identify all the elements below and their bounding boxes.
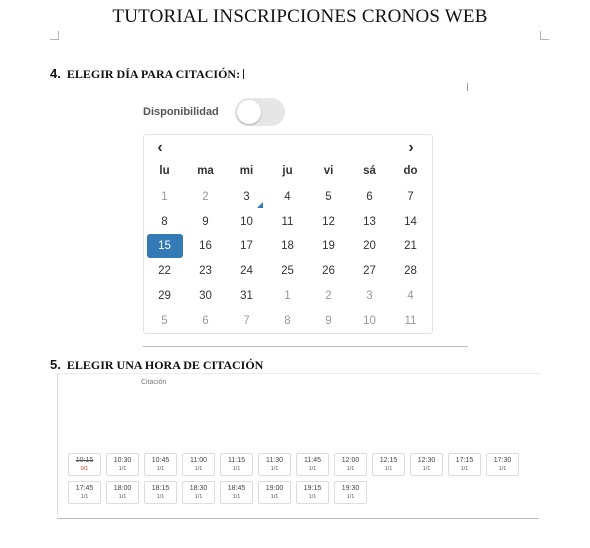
day-number: 6 <box>202 315 209 327</box>
calendar-day[interactable] <box>267 210 308 234</box>
slot-time: 19:30 <box>341 485 360 492</box>
day-number: 22 <box>158 265 171 277</box>
day-number: 25 <box>281 265 294 277</box>
day-number: 29 <box>158 290 171 302</box>
day-number: 7 <box>407 191 414 203</box>
day-number: 9 <box>202 216 209 228</box>
day-number: 4 <box>407 290 414 302</box>
calendar-day[interactable] <box>185 234 226 258</box>
slot-time: 12:30 <box>417 457 436 464</box>
day-number: 5 <box>161 315 168 327</box>
date-picker-calendar <box>143 134 433 334</box>
weekday-label: sá <box>363 165 376 177</box>
day-number: 1 <box>161 191 168 203</box>
time-slot-button[interactable] <box>220 453 253 476</box>
time-slot-button[interactable] <box>334 453 367 476</box>
divider <box>57 518 539 519</box>
day-number: 3 <box>366 290 373 302</box>
slot-time: 18:30 <box>189 485 208 492</box>
calendar-week-row <box>144 185 432 209</box>
slot-time: 17:45 <box>75 485 94 492</box>
calendar-day[interactable] <box>308 259 349 283</box>
time-slot-button[interactable] <box>296 481 329 504</box>
slots-title: Citación <box>141 379 167 386</box>
time-slot-button[interactable] <box>106 453 139 476</box>
time-slot-button[interactable] <box>372 453 405 476</box>
event-marker-icon <box>257 202 263 208</box>
calendar-day-selected[interactable] <box>144 234 185 258</box>
calendar-day[interactable] <box>144 185 185 209</box>
page-corner-mark-right <box>540 31 549 40</box>
calendar-day[interactable] <box>349 234 390 258</box>
time-slot-button[interactable] <box>182 453 215 476</box>
day-number: 2 <box>202 191 209 203</box>
weekday-label: lu <box>159 165 170 177</box>
calendar-day[interactable] <box>267 309 308 333</box>
day-number: 30 <box>199 290 212 302</box>
slot-time: 18:00 <box>113 485 132 492</box>
calendar-day[interactable] <box>226 210 267 234</box>
slot-availability-count: 0/1 <box>80 466 89 472</box>
slot-availability-count: 1/1 <box>308 466 317 472</box>
time-slot-button[interactable] <box>296 453 329 476</box>
time-slot-button[interactable] <box>220 481 253 504</box>
slot-availability-count: 1/1 <box>346 494 355 500</box>
calendar-day[interactable] <box>390 234 431 258</box>
slot-time: 19:15 <box>303 485 322 492</box>
slot-availability-count: 1/1 <box>498 466 507 472</box>
slot-time: 11:45 <box>304 457 321 464</box>
slot-availability-count: 1/1 <box>422 466 431 472</box>
slot-availability-count: 1/1 <box>270 494 279 500</box>
slot-availability-count: 1/1 <box>270 466 279 472</box>
chevron-left-icon[interactable]: ‹ <box>157 139 163 156</box>
slot-time: 18:15 <box>151 485 170 492</box>
day-number: 19 <box>322 240 335 252</box>
day-number: 15 <box>147 234 183 258</box>
calendar-day[interactable] <box>267 284 308 308</box>
calendar-day[interactable] <box>185 259 226 283</box>
weekday-header-row <box>144 165 432 177</box>
calendar-day[interactable] <box>390 309 431 333</box>
calendar-day[interactable] <box>144 309 185 333</box>
day-number: 16 <box>199 240 212 252</box>
day-number: 17 <box>240 240 253 252</box>
time-slots-panel <box>57 373 540 514</box>
slot-time: 12:00 <box>341 457 360 464</box>
divider <box>143 346 468 347</box>
time-slots-grid <box>68 453 538 509</box>
text-cursor <box>243 69 244 79</box>
slot-availability-count: 1/1 <box>156 466 165 472</box>
calendar-week-row <box>144 234 432 258</box>
time-slot-button[interactable] <box>68 481 101 504</box>
slot-availability-count: 1/1 <box>194 466 203 472</box>
slot-availability-count: 1/1 <box>156 494 165 500</box>
calendar-day[interactable] <box>185 185 226 209</box>
calendar-day[interactable] <box>308 309 349 333</box>
chevron-right-icon[interactable]: › <box>408 139 414 156</box>
calendar-day[interactable] <box>390 284 431 308</box>
slot-availability-count: 1/1 <box>194 494 203 500</box>
step-5-label: ELEGIR UNA HORA DE CITACIÓN <box>66 358 264 372</box>
time-slot-button[interactable] <box>68 453 101 476</box>
slot-availability-count: 1/1 <box>232 466 241 472</box>
slot-time: 11:15 <box>228 457 245 464</box>
calendar-day[interactable] <box>390 185 431 209</box>
day-number: 21 <box>404 240 417 252</box>
day-number: 31 <box>240 290 253 302</box>
day-number: 6 <box>366 191 373 203</box>
slot-time: 18:45 <box>227 485 246 492</box>
weekday-label: ma <box>197 165 214 177</box>
day-number: 10 <box>363 315 376 327</box>
day-number: 2 <box>325 290 332 302</box>
calendar-day[interactable] <box>349 259 390 283</box>
day-number: 7 <box>243 315 250 327</box>
day-number: 8 <box>161 216 168 228</box>
slot-availability-count: 1/1 <box>80 494 89 500</box>
time-slot-button[interactable] <box>486 453 519 476</box>
calendar-week-row <box>144 309 432 333</box>
day-number: 27 <box>363 265 376 277</box>
calendar-day[interactable] <box>226 185 267 209</box>
weekday-label: ju <box>282 165 293 177</box>
calendar-day[interactable] <box>267 234 308 258</box>
calendar-day[interactable] <box>390 210 431 234</box>
weekday-label: vi <box>323 165 334 177</box>
slot-availability-count: 1/1 <box>118 494 127 500</box>
calendar-day[interactable] <box>349 210 390 234</box>
calendar-week-row <box>144 210 432 234</box>
day-number: 8 <box>284 315 291 327</box>
day-number: 9 <box>325 315 332 327</box>
calendar-day[interactable] <box>349 309 390 333</box>
scroll-marker <box>467 83 468 91</box>
slot-availability-count: 1/1 <box>232 494 241 500</box>
weekday-label: mi <box>239 165 254 177</box>
time-slot-button[interactable] <box>410 453 443 476</box>
calendar-day[interactable] <box>308 210 349 234</box>
slot-time: 10:30 <box>113 457 132 464</box>
calendar-week-row <box>144 284 432 308</box>
calendar-day[interactable] <box>308 284 349 308</box>
time-slot-button[interactable] <box>448 453 481 476</box>
calendar-day[interactable] <box>349 284 390 308</box>
calendar-week-row <box>144 259 432 283</box>
slot-time: 10:15 <box>75 457 94 464</box>
slot-availability-count: 1/1 <box>118 466 127 472</box>
slot-availability-count: 1/1 <box>460 466 469 472</box>
day-number: 11 <box>281 216 294 228</box>
day-number: 4 <box>284 191 291 203</box>
calendar-day[interactable] <box>390 259 431 283</box>
time-slot-button[interactable] <box>106 481 139 504</box>
day-number: 14 <box>404 216 417 228</box>
day-number: 10 <box>240 216 253 228</box>
document-title: TUTORIAL INSCRIPCIONES CRONOS WEB <box>112 6 488 27</box>
day-number: 26 <box>322 265 335 277</box>
slot-availability-count: 1/1 <box>346 466 355 472</box>
step-5-number: 5. <box>50 357 61 372</box>
calendar-day[interactable] <box>267 185 308 209</box>
page-corner-mark-left <box>50 31 59 40</box>
calendar-day[interactable] <box>144 259 185 283</box>
calendar-day[interactable] <box>226 259 267 283</box>
time-slot-button[interactable] <box>144 481 177 504</box>
slot-availability-count: 1/1 <box>308 494 317 500</box>
availability-label: Disponibilidad <box>143 106 219 118</box>
slot-time: 19:00 <box>265 485 284 492</box>
weekday-label: do <box>403 165 418 177</box>
slot-time: 11:00 <box>190 457 207 464</box>
step-4-label: ELEGIR DÍA PARA CITACIÓN: <box>66 67 241 81</box>
day-number: 11 <box>404 315 417 327</box>
slot-time: 10:45 <box>151 457 170 464</box>
calendar-day[interactable] <box>267 259 308 283</box>
day-number: 5 <box>325 191 332 203</box>
slot-time: 11:30 <box>266 457 283 464</box>
time-slot-button[interactable] <box>258 481 291 504</box>
calendar-day[interactable] <box>144 210 185 234</box>
availability-row <box>143 98 285 126</box>
calendar-day[interactable] <box>185 210 226 234</box>
day-number: 18 <box>281 240 294 252</box>
day-number: 1 <box>284 290 291 302</box>
calendar-day[interactable] <box>185 309 226 333</box>
slot-time: 17:15 <box>455 457 474 464</box>
availability-toggle[interactable] <box>235 98 285 126</box>
time-slot-button[interactable] <box>182 481 215 504</box>
day-number: 24 <box>240 265 253 277</box>
step-4-heading <box>50 66 244 82</box>
toggle-knob <box>237 100 261 124</box>
time-slot-button[interactable] <box>334 481 367 504</box>
time-slot-button[interactable] <box>258 453 291 476</box>
calendar-day[interactable] <box>185 284 226 308</box>
calendar-day[interactable] <box>226 309 267 333</box>
day-number: 13 <box>363 216 376 228</box>
day-number: 12 <box>322 216 335 228</box>
slot-availability-count: 1/1 <box>384 466 393 472</box>
slot-time: 12:15 <box>379 457 398 464</box>
calendar-day[interactable] <box>226 284 267 308</box>
day-number: 20 <box>363 240 376 252</box>
step-4-number: 4. <box>50 66 61 81</box>
day-number: 23 <box>199 265 212 277</box>
calendar-day[interactable] <box>349 185 390 209</box>
day-number: 28 <box>404 265 417 277</box>
calendar-day[interactable] <box>226 234 267 258</box>
calendar-day[interactable] <box>308 185 349 209</box>
time-slot-button[interactable] <box>144 453 177 476</box>
step-5-heading <box>50 357 263 373</box>
calendar-day[interactable] <box>144 284 185 308</box>
slot-time: 17:30 <box>493 457 512 464</box>
calendar-day[interactable] <box>308 234 349 258</box>
day-number: 3 <box>243 191 250 203</box>
